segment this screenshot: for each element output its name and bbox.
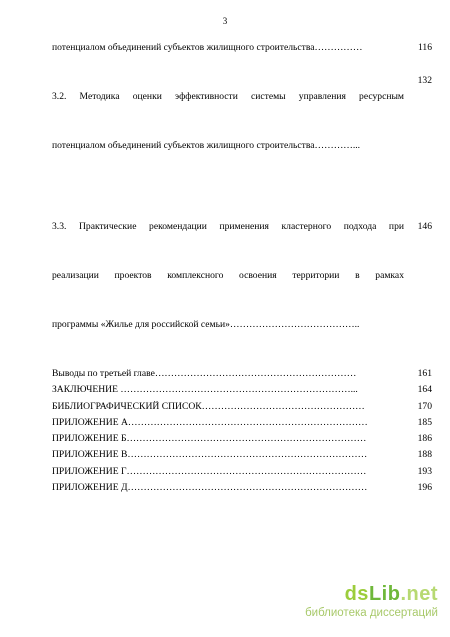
toc-entry-text: ПРИЛОЖЕНИЕ Д………………………………………………………………… [52, 482, 368, 494]
logo-part-ds: ds [344, 583, 369, 605]
toc-entry-text: 3.3. Практические рекомендации применения кластерного подхода при [52, 221, 404, 233]
toc-entry-text: БИБЛИОГРАФИЧЕСКИЙ СПИСОК…………………………………………… [52, 400, 365, 412]
toc-entry-text: ПРИЛОЖЕНИЕ Г………………………………………………………………… [52, 465, 367, 477]
toc-entry-text: программы «Жилье для российской семьи»………………………………….. [52, 319, 360, 331]
toc-entry [52, 480, 432, 496]
toc-entry-text: ПРИЛОЖЕНИЕ Б………………………………………………………………… [52, 433, 367, 445]
watermark-logo[interactable] [278, 583, 438, 627]
toc-entry-text: 3.2. Методика оценки эффективности системы управления ресурсным [52, 90, 404, 102]
toc-entry [52, 399, 432, 415]
toc-entry-text: ПРИЛОЖЕНИЕ А………………………………………………………………… [52, 416, 368, 428]
toc-entry-page: 188 [417, 449, 432, 461]
toc-entry [52, 187, 432, 366]
toc-entry [52, 464, 432, 480]
watermark-subtitle: библиотека диссертаций [305, 607, 438, 619]
toc-entry [52, 447, 432, 463]
toc-entry-page: 185 [417, 416, 432, 428]
toc-entry-page: 132 [417, 74, 432, 86]
toc-entry-text: ЗАКЛЮЧЕНИЕ ………………………………………………………………... [52, 384, 358, 396]
toc-entry-page: 164 [417, 384, 432, 396]
toc-entry-page: 186 [417, 433, 432, 445]
toc-entry [52, 366, 432, 382]
toc-entry-page: 196 [417, 482, 432, 494]
dslib-logo [278, 583, 438, 606]
logo-part-net: .net [400, 583, 438, 605]
toc-entry [52, 382, 432, 398]
toc-entry-text: ПРИЛОЖЕНИЕ В………………………………………………………………… [52, 449, 368, 461]
logo-part-lib: Lib [368, 583, 401, 605]
table-of-contents [52, 40, 432, 496]
toc-entry-text: реализации проектов комплексного освоения территории в рамках [52, 270, 404, 282]
toc-entry-page: 161 [417, 367, 432, 379]
toc-entry-page: 116 [417, 42, 432, 53]
toc-entry [52, 431, 432, 447]
toc-entry [52, 40, 432, 56]
toc-entry [52, 56, 432, 186]
toc-entry-text: потенциалом объединений субъектов жилищного строительства…………... [52, 139, 361, 151]
toc-entry-text: потенциалом объединений субъектов жилищного строительства…………… [52, 42, 363, 53]
toc-entry-page: 170 [417, 400, 432, 412]
toc-entry-page: 193 [417, 465, 432, 477]
toc-entry [52, 415, 432, 431]
page-number: 3 [222, 16, 228, 26]
toc-entry-text: Выводы по третьей главе……………………………………………………… [52, 367, 357, 379]
toc-entry-page: 146 [417, 221, 432, 233]
